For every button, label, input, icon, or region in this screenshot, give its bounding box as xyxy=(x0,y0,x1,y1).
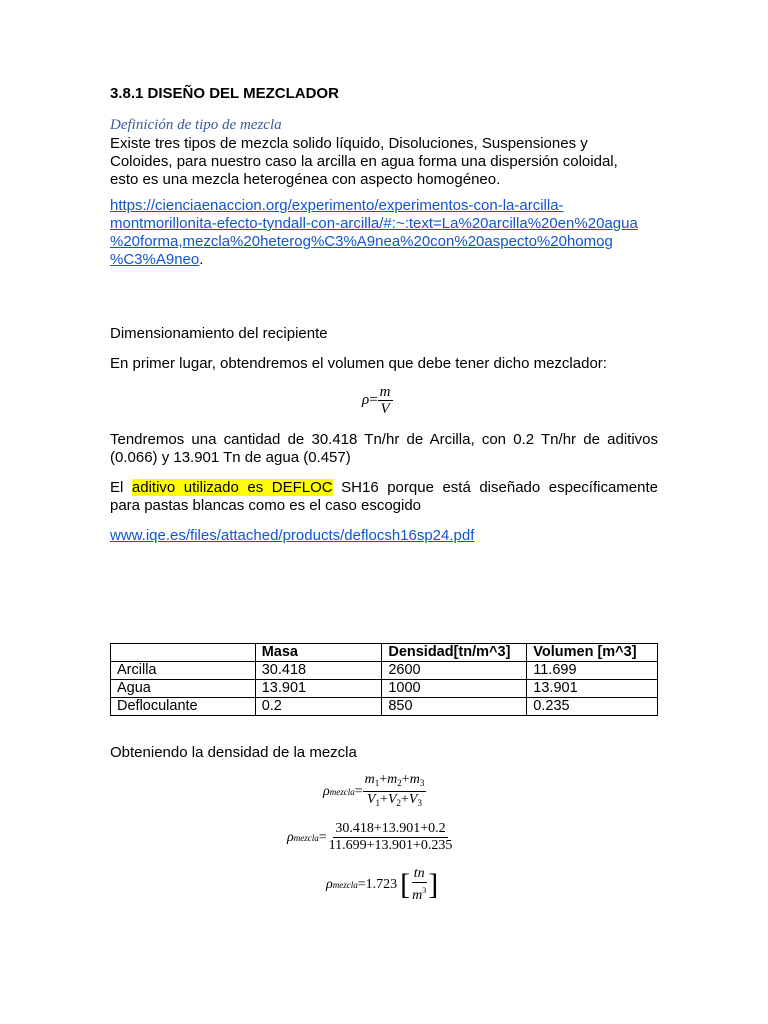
mixture-density-formula xyxy=(323,772,426,811)
volume-intro: En primer lugar, obtendremos el volumen que debe tener dicho mezclador: xyxy=(110,355,607,372)
table-row xyxy=(111,698,658,716)
definition-title: Definición de tipo de mezcla xyxy=(110,117,282,133)
formula-rho: ρ xyxy=(323,783,330,799)
table-header-cell: Volumen [m^3] xyxy=(527,644,658,662)
formula-denominator: $V_1+V_2+V_3$ xyxy=(366,792,422,808)
reference-link-1-line[interactable]: https://cienciaenaccion.org/experimento/experimentos-con-la-arcilla- xyxy=(110,197,564,214)
formula-subscript: mezcla xyxy=(293,832,319,843)
definition-line: Existe tres tipos de mezcla solido líquido, Disoluciones, Suspensiones y xyxy=(110,135,588,152)
density-formula xyxy=(362,384,393,417)
table-row xyxy=(111,680,658,698)
mixture-density-title: Obteniendo la densidad de la mezcla xyxy=(110,744,357,761)
additive-line-2: para pastas blancas como es el caso escogido xyxy=(110,497,422,514)
reference-link-2-block xyxy=(110,527,474,545)
definition-line: esto es una mezcla heterogénea con aspecto homogéneo. xyxy=(110,171,501,188)
additive-paragraph xyxy=(110,479,658,515)
formula-equals: = xyxy=(318,829,327,845)
formula-fraction xyxy=(363,772,427,811)
table-cell: 2600 xyxy=(382,662,527,680)
table-cell: 13.901 xyxy=(527,680,658,698)
unit-fraction xyxy=(410,866,428,904)
definition-paragraph xyxy=(110,135,670,189)
formula-equals: = xyxy=(369,392,378,408)
table-header-cell xyxy=(111,644,256,662)
table-cell: 11.699 xyxy=(527,662,658,680)
reference-link-1-line[interactable]: %20forma,mezcla%20heterog%C3%A9nea%20con%20aspecto%20homog xyxy=(110,233,613,250)
table-cell: Agua xyxy=(111,680,256,698)
mixture-density-result xyxy=(326,866,438,904)
quantities-paragraph xyxy=(110,431,658,467)
formula-fraction xyxy=(378,384,393,417)
components-table xyxy=(110,643,658,716)
table-cell: 0.235 xyxy=(527,698,658,716)
formula-numerator: m xyxy=(379,384,391,400)
table-cell: 1000 xyxy=(382,680,527,698)
formula-equals: = xyxy=(354,783,363,799)
dimension-title: Dimensionamiento del recipiente xyxy=(110,325,328,342)
reference-link-1-line[interactable]: %C3%A9neo xyxy=(110,251,200,268)
formula-denominator: V xyxy=(380,401,390,417)
table-cell: 13.901 xyxy=(255,680,382,698)
formula-rho: ρ xyxy=(326,877,333,892)
table-header-cell: Densidad[tn/m^3] xyxy=(382,644,527,662)
formula-denominator: 11.699+13.901+0.235 xyxy=(328,838,453,853)
reference-link-1-block xyxy=(110,197,670,269)
definition-line: Coloides, para nuestro caso la arcilla en agua forma una dispersión coloidal, xyxy=(110,153,618,170)
table-cell: 0.2 xyxy=(255,698,382,716)
table-row xyxy=(111,662,658,680)
left-bracket: [ xyxy=(400,868,411,901)
mixture-density-substituted-formula xyxy=(287,821,454,854)
additive-rest: SH16 porque está diseñado específicamente xyxy=(341,479,658,496)
table-header-cell: Masa xyxy=(255,644,382,662)
formula-rho: ρ xyxy=(362,392,370,408)
quantities-line: Tendremos una cantidad de 30.418 Tn/hr de Arcilla, con 0.2 Tn/hr de aditivos xyxy=(110,431,658,448)
additive-line-1 xyxy=(110,479,658,497)
table-header-row xyxy=(111,644,658,662)
formula-equals: = xyxy=(357,877,366,892)
formula-numerator: 30.418+13.901+0.2 xyxy=(335,821,446,836)
section-heading: 3.8.1 DISEÑO DEL MEZCLADOR xyxy=(110,85,339,102)
quantities-line: (0.066) y 13.901 Tn de agua (0.457) xyxy=(110,449,351,466)
formula-numerator: $m_1+m_2+m_3$ xyxy=(363,772,427,792)
unit-numerator: tn xyxy=(413,866,425,881)
formula-rho: ρ xyxy=(287,829,294,845)
right-bracket: ] xyxy=(428,868,439,901)
reference-link-2[interactable]: www.iqe.es/files/attached/products/deflocsh16sp24.pdf xyxy=(110,527,475,544)
unit-denominator: $m^3$ xyxy=(412,886,427,903)
table-cell: Arcilla xyxy=(111,662,256,680)
result-value: 1.723 xyxy=(365,877,398,892)
additive-prefix: El xyxy=(110,479,124,496)
formula-fraction xyxy=(327,821,455,854)
table-cell: Defloculante xyxy=(111,698,256,716)
reference-link-1-line[interactable]: montmorillonita-efecto-tyndall-con-arcilla/#:~:text=La%20arcilla%20en%20agua xyxy=(110,215,638,232)
formula-subscript: mezcla xyxy=(329,786,355,797)
table-cell: 30.418 xyxy=(255,662,382,680)
table-cell: 850 xyxy=(382,698,527,716)
link-trailing-period: . xyxy=(199,251,204,268)
additive-highlight: aditivo utilizado es DEFLOC xyxy=(131,479,333,496)
formula-subscript: mezcla xyxy=(332,880,358,890)
